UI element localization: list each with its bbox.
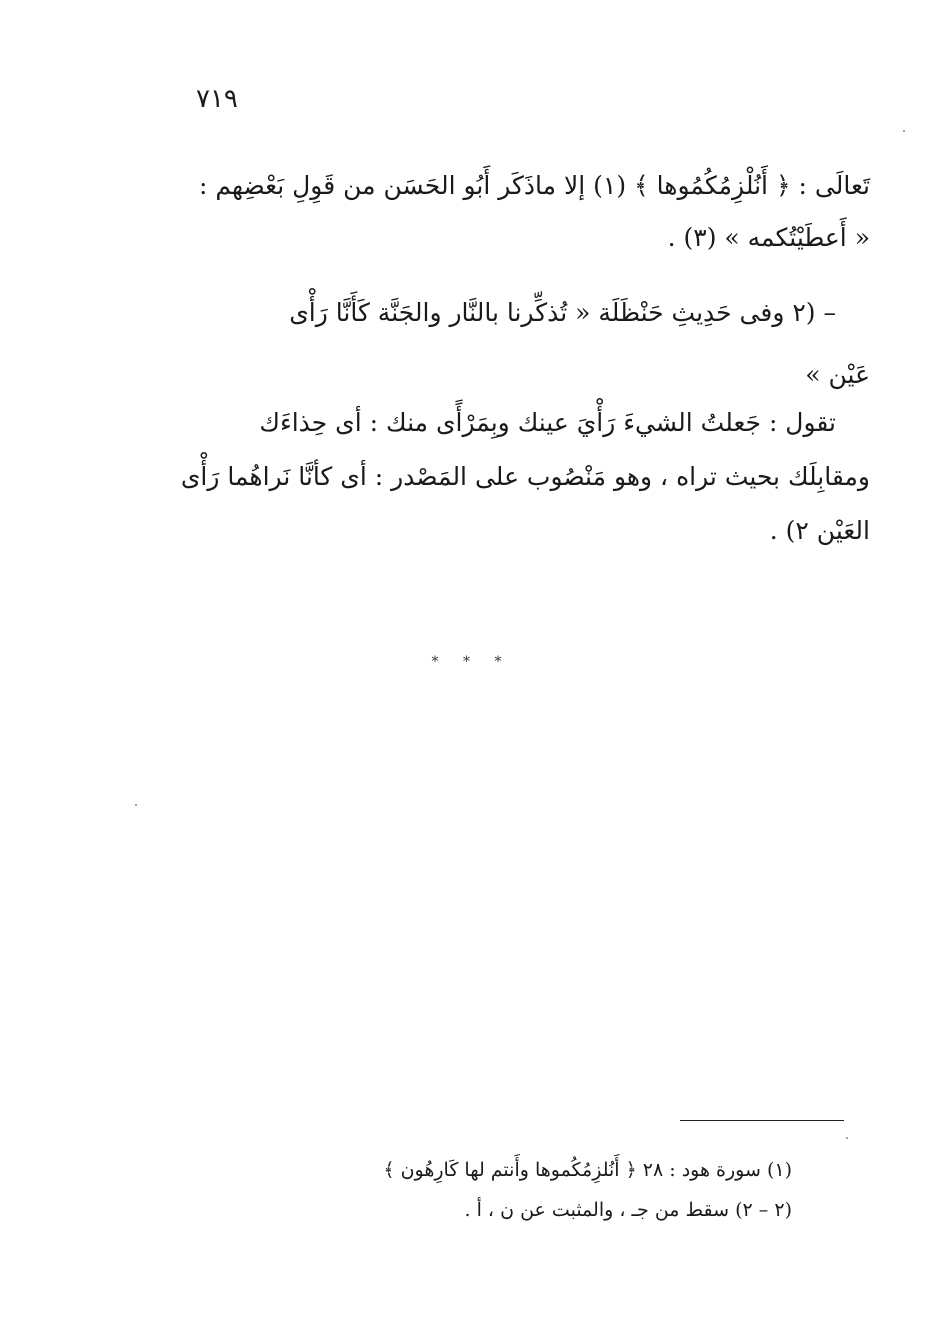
paragraph-1-line-1: تَعالَى : ﴿ أَنُلْزِمُكُمُوها ﴾ (١) إلا ماذَكَر أَبُو الحَسَن من قَوِلِ بَعْضِهم : [198,171,870,200]
paragraph-2-line-1: – (٢ وفى حَدِيثِ حَنْظَلَة « تُذكِّرنا بالنَّار والجَنَّة كَأَنَّا رَأْى [289,298,836,327]
paragraph-3 [170,396,870,558]
footnotes [260,1150,792,1230]
paragraph-2 [170,282,870,406]
scan-speck [135,804,137,806]
scan-speck [846,1137,848,1139]
paragraph-1 [170,160,870,264]
footnote-1: (١) سورة هود : ٢٨ ﴿ أَنُلزِمُكُموها وأَنتم لها كَارِهُون ﴾ [383,1159,792,1181]
paragraph-3-line-2: ومقابِلَك بحيث تراه ، وهو مَنْصُوب على المَصْدر : أى كأنَّا نَراهُما رَأْى [180,462,870,491]
section-separator: * * * [431,654,512,670]
paragraph-3-line-1: تقول : جَعلتُ الشيءَ رَأْيَ عينك وبِمَرْأًى منك : أى حِذاءَك [259,408,836,437]
paragraph-2-line-2: عَيْن » [805,360,870,389]
paragraph-3-line-3: العَيْن ٢) . [769,516,870,545]
scan-speck [903,130,905,132]
footnote-divider [680,1120,844,1121]
paragraph-1-line-2: « أَعطَيْتُكمه » (٣) . [667,223,870,252]
page-number: ٧١٩ [196,84,238,114]
footnote-2: (٢ – ٢) سقط من جـ ، والمثبت عن ن ، أ . [464,1199,792,1221]
